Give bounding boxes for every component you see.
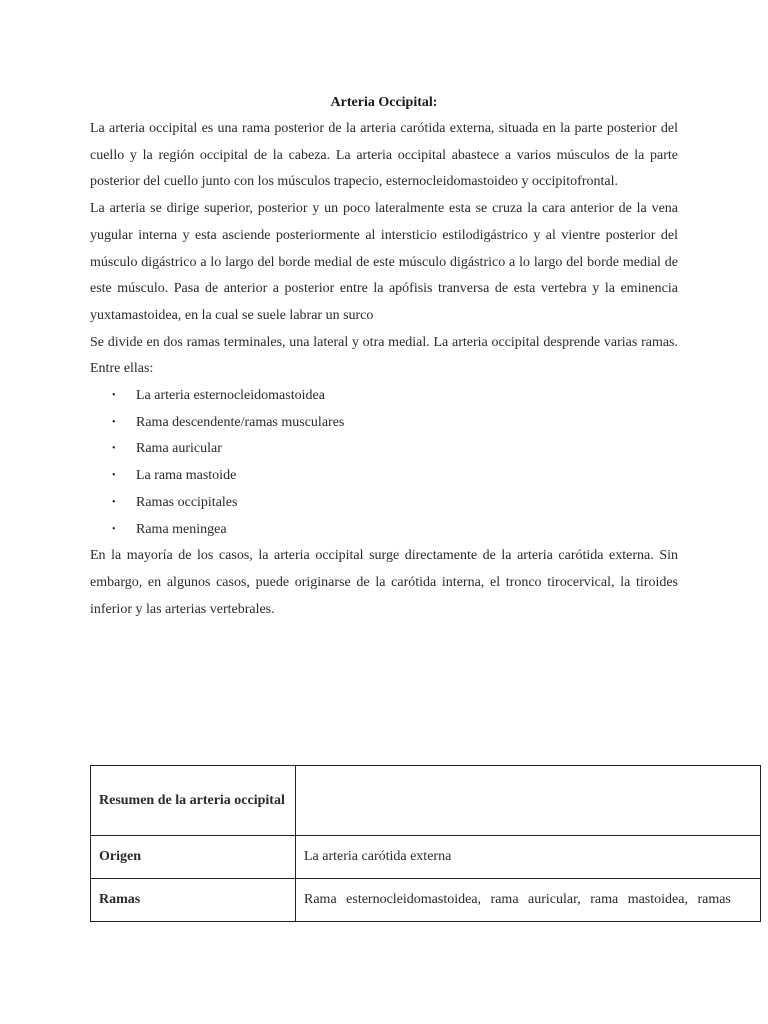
- list-item-text: La rama mastoide: [136, 468, 237, 484]
- list-item-text: Rama meningea: [136, 521, 227, 537]
- bullet-icon: •: [112, 470, 116, 482]
- list-item: [90, 383, 678, 410]
- paragraph-origin-variants: En la mayoría de los casos, la arteria occipital surge directamente de la arteria carótida externa. Sin embargo, en algunos casos, puede originarse de la carótida interna, el tronco tirocervical, la tiroides inferior y las arterias vertebrales.: [90, 548, 678, 617]
- summary-table: [90, 765, 761, 922]
- list-item: [90, 436, 678, 463]
- document-title: Arteria Occipital:: [330, 95, 438, 110]
- branches-list: [90, 383, 678, 543]
- list-item: [90, 517, 678, 544]
- paragraph-intro: La arteria occipital es una rama posterior de la arteria carótida externa, situada en la parte posterior del cuello y la región occipital de la cabeza. La arteria occipital abastece a varios músculos de la parte posterior del cuello junto con los músculos trapecio, esternocleidomastoideo y occipitofrontal.: [90, 121, 678, 190]
- table-header-cell: Resumen de la arteria occipital: [91, 766, 296, 836]
- paragraph-branches-intro: Se divide en dos ramas terminales, una lateral y otra medial. La arteria occipital desprende varias ramas. Entre ellas:: [90, 334, 678, 377]
- bullet-icon: •: [112, 443, 116, 455]
- table-cell: [296, 766, 761, 836]
- table-row: [91, 766, 761, 836]
- list-item-text: Rama descendente/ramas musculares: [136, 414, 345, 430]
- bullet-icon: •: [112, 523, 116, 535]
- document-body: [90, 90, 678, 623]
- bullet-icon: •: [112, 390, 116, 402]
- bullet-icon: •: [112, 496, 116, 508]
- list-item-text: La arteria esternocleidomastoidea: [136, 388, 325, 404]
- list-item: [90, 463, 678, 490]
- bullet-icon: •: [112, 416, 116, 428]
- list-item: [90, 490, 678, 517]
- table-row: [91, 879, 761, 922]
- list-item-text: Ramas occipitales: [136, 494, 238, 510]
- table-label-cell: Ramas: [91, 879, 296, 922]
- table-row: [91, 836, 761, 879]
- paragraph-course: La arteria se dirige superior, posterior y un poco lateralmente esta se cruza la cara anterior de la vena yugular interna y esta asciende posteriormente al intersticio estilodigástrico y al vientre posterior del músculo digástrico a lo largo del borde medial de este músculo digástrico a lo largo del borde medial de este músculo. Pasa de anterior a posterior entre la apófisis tranversa de esta vertebra y la eminencia yuxtamastoidea, en la cual se suele labrar un surco: [90, 201, 678, 323]
- table-cell: Rama esternocleidomastoidea, rama auricular, rama mastoidea, ramas: [296, 879, 761, 922]
- list-item: [90, 410, 678, 437]
- table-label-cell: Origen: [91, 836, 296, 879]
- table-cell: La arteria carótida externa: [296, 836, 761, 879]
- list-item-text: Rama auricular: [136, 441, 222, 457]
